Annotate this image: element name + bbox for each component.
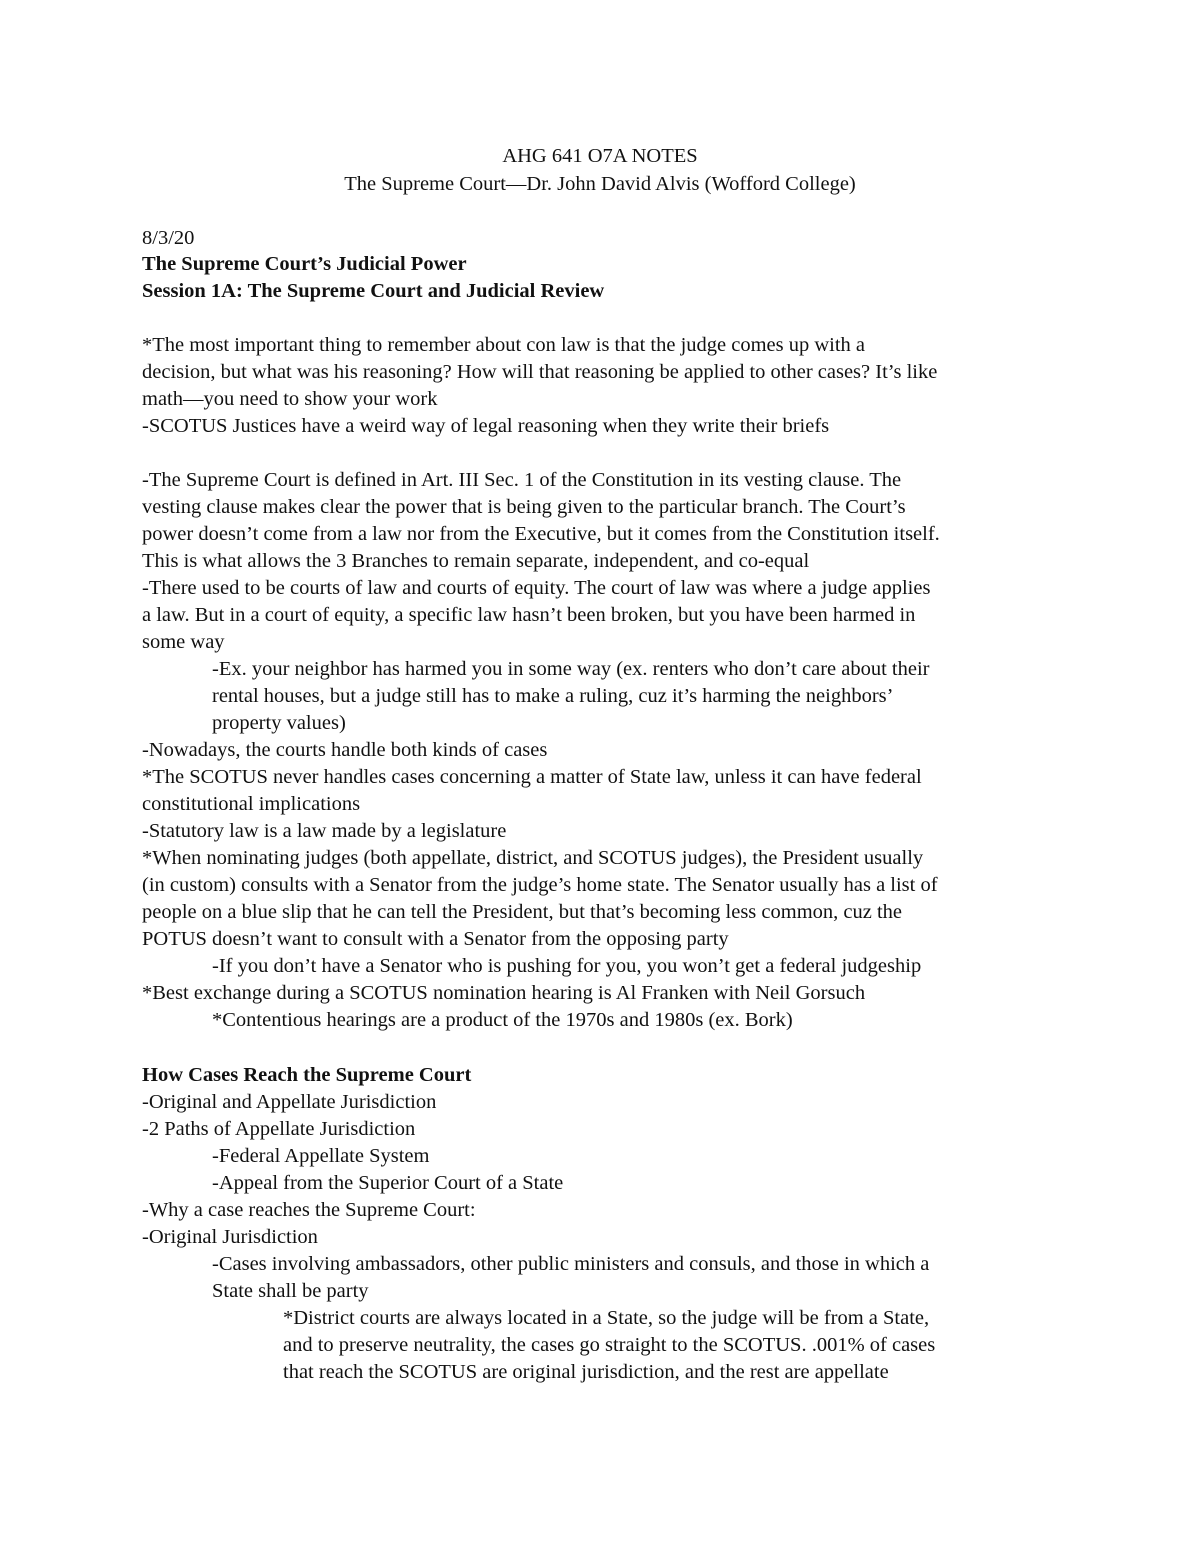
note-line: -There used to be courts of law and courts of equity. The court of law was where a judge applies [142, 577, 931, 599]
note-line: -2 Paths of Appellate Jurisdiction [142, 1118, 416, 1140]
note-line: some way [142, 631, 225, 653]
note-line-double-indented: *District courts are always located in a State, so the judge will be from a State, [283, 1307, 930, 1329]
note-line: -Original Jurisdiction [142, 1226, 318, 1248]
note-line: This is what allows the 3 Branches to remain separate, independent, and co-equal [142, 550, 810, 572]
note-line-indented: -Ex. your neighbor has harmed you in some way (ex. renters who don’t care about their [212, 658, 930, 680]
note-line: *Best exchange during a SCOTUS nomination hearing is Al Franken with Neil Gorsuch [142, 982, 866, 1004]
note-line: (in custom) consults with a Senator from the judge’s home state. The Senator usually has a list of [142, 874, 938, 896]
note-line-indented: State shall be party [212, 1280, 369, 1302]
note-line: constitutional implications [142, 793, 361, 815]
note-line: -Nowadays, the courts handle both kinds of cases [142, 739, 548, 761]
note-line-indented: rental houses, but a judge still has to make a ruling, cuz it’s harming the neighbors’ [212, 685, 894, 707]
note-line-indented: *Contentious hearings are a product of the 1970s and 1980s (ex. Bork) [212, 1009, 793, 1031]
note-line: a law. But in a court of equity, a specific law hasn’t been broken, but you have been harmed in [142, 604, 916, 626]
note-line: -The Supreme Court is defined in Art. III Sec. 1 of the Constitution in its vesting clause. The [142, 469, 902, 491]
section-heading: How Cases Reach the Supreme Court [142, 1064, 472, 1086]
date-line: 8/3/20 [142, 227, 195, 249]
note-line-indented: -Federal Appellate System [212, 1145, 430, 1167]
session-heading: Session 1A: The Supreme Court and Judicial Review [142, 280, 605, 302]
note-line: power doesn’t come from a law nor from the Executive, but it comes from the Constitution itself. [142, 523, 940, 545]
document-subtitle: The Supreme Court—Dr. John David Alvis (Wofford College) [344, 173, 856, 195]
note-line-double-indented: that reach the SCOTUS are original jurisdiction, and the rest are appellate [283, 1361, 889, 1383]
note-line: -Why a case reaches the Supreme Court: [142, 1199, 476, 1221]
document-title: AHG 641 O7A NOTES [502, 145, 698, 167]
note-line: vesting clause makes clear the power that is being given to the particular branch. The Court’s [142, 496, 906, 518]
note-line: math—you need to show your work [142, 388, 438, 410]
note-line-indented: property values) [212, 712, 346, 734]
section-heading: The Supreme Court’s Judicial Power [142, 253, 467, 275]
note-line: people on a blue slip that he can tell the President, but that’s becoming less common, cuz the [142, 901, 903, 923]
note-line-indented: -Appeal from the Superior Court of a State [212, 1172, 564, 1194]
note-line: -Original and Appellate Jurisdiction [142, 1091, 437, 1113]
note-line: *The most important thing to remember about con law is that the judge comes up with a [142, 334, 866, 356]
note-line: *When nominating judges (both appellate, district, and SCOTUS judges), the President usually [142, 847, 924, 869]
note-line-indented: -If you don’t have a Senator who is pushing for you, you won’t get a federal judgeship [212, 955, 922, 977]
note-line-indented: -Cases involving ambassadors, other public ministers and consuls, and those in which a [212, 1253, 930, 1275]
note-line: -Statutory law is a law made by a legislature [142, 820, 507, 842]
note-line: decision, but what was his reasoning? How will that reasoning be applied to other cases? It’s like [142, 361, 938, 383]
note-line-double-indented: and to preserve neutrality, the cases go straight to the SCOTUS. .001% of cases [283, 1334, 936, 1356]
note-line: *The SCOTUS never handles cases concerning a matter of State law, unless it can have federal [142, 766, 922, 788]
note-line: -SCOTUS Justices have a weird way of legal reasoning when they write their briefs [142, 415, 830, 437]
note-line: POTUS doesn’t want to consult with a Senator from the opposing party [142, 928, 729, 950]
